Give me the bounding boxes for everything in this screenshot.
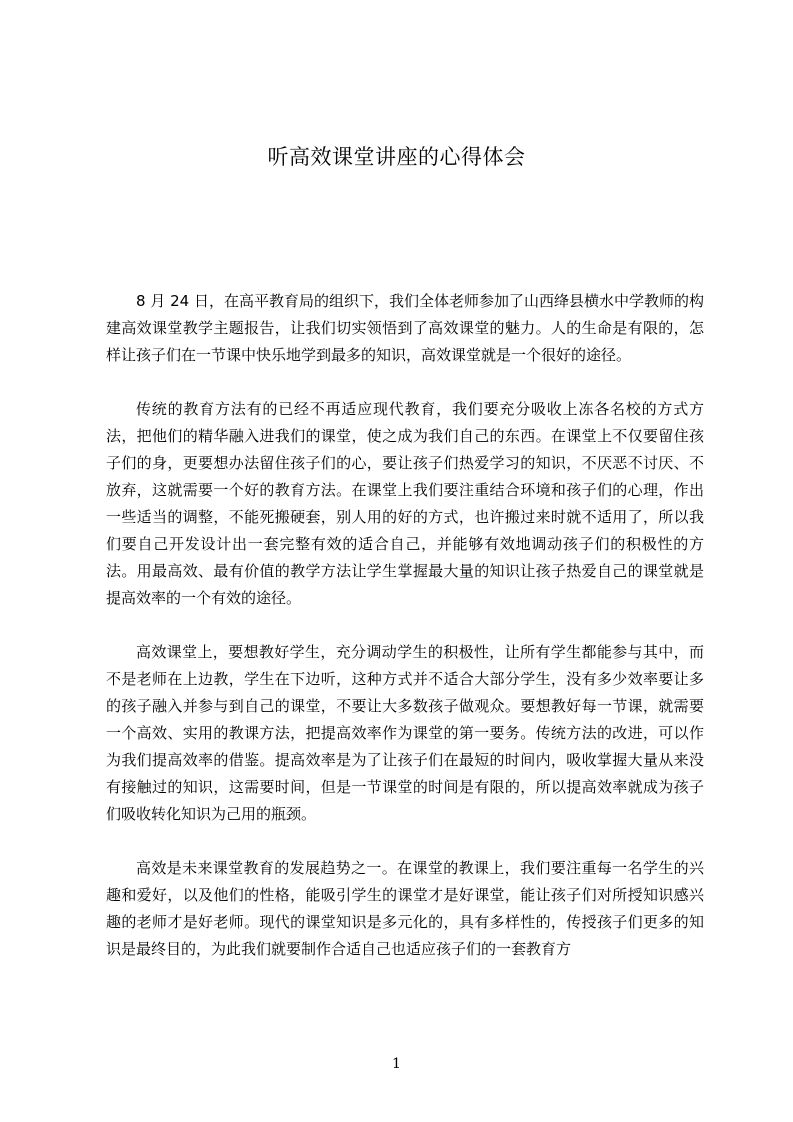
- page-number: 1: [392, 1056, 401, 1072]
- page-title: 听高效课堂讲座的心得体会: [267, 145, 526, 169]
- paragraph-3: 高效课堂上，要想教好学生，充分调动学生的积极性，让所有学生都能参与其中，而不是老师在上边教，学生在下边听，这种方式并不适合大部分学生，没有多少效率要让多的孩子融入并参与到自己的课堂，不要让大多数孩子做观众。要想教好每一节课，就需要一个高效、实用的教课方法，把提高效率作为课堂的第一要务。传统方法的改进，可以作为我们提高效率的借鉴。提高效率是为了让孩子们在最短的时间内，吸收掌握大量从来没有接触过的知识，这需要时间，但是一节课堂的时间是有限的，所以提高效率就成为孩子们吸收转化知识为己用的瓶颈。: [106, 643, 704, 823]
- paragraph-2: 传统的教育方法有的已经不再适应现代教育，我们要充分吸收上冻各名校的方式方法，把他们的精华融入进我们的课堂，使之成为我们自己的东西。在课堂上不仅要留住孩子们的身，更要想办法留住孩子们的心，要让孩子们热爱学习的知识，不厌恶不讨厌、不放弃，这就需要一个好的教育方法。在课堂上我们要注重结合环境和孩子们的心理，作出一些适当的调整，不能死搬硬套，别人用的好的方式，也许搬过来时就不适用了，所以我们要自己开发设计出一套完整有效的适合自己，并能够有效地调动孩子们的积极性的方法。用最高效、最有价值的教学方法让学生掌握最大量的知识让孩子热爱自己的课堂就是提高效率的一个有效的途径。: [106, 400, 704, 607]
- paragraph-1: 8 月 24 日，在高平教育局的组织下，我们全体老师参加了山西绛县横水中学教师的构建高效课堂教学主题报告，让我们切实领悟到了高效课堂的魅力。人的生命是有限的，怎样让孩子们在一节课中快乐地学到最多的知识，高效课堂就是一个很好的途径。: [106, 292, 704, 364]
- document-body: [106, 288, 704, 990]
- paragraph-4: 高效是未来课堂教育的发展趋势之一。在课堂的教课上，我们要注重每一名学生的兴趣和爱好，以及他们的性格，能吸引学生的课堂才是好课堂，能让孩子们对所授知识感兴趣的老师才是好老师。现代的课堂知识是多元化的，具有多样性的，传授孩子们更多的知识是最终目的，为此我们就要制作合适自己也适应孩子们的一套教育方: [106, 859, 704, 958]
